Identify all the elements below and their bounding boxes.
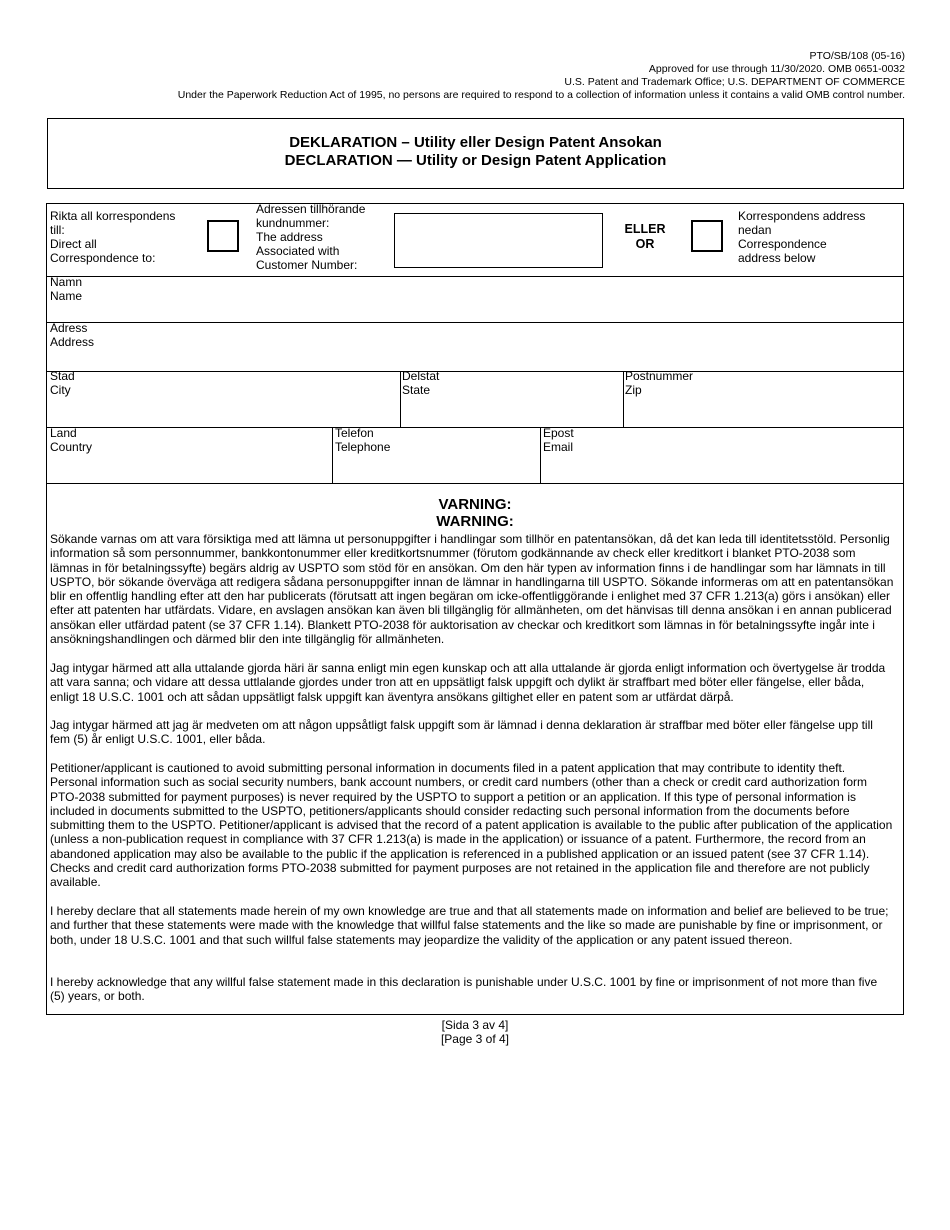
direct-sv-line1: Rikta all korrespondens <box>50 209 176 223</box>
title-swedish: DEKLARATION – Utility eller Design Patent Ansokan <box>289 134 662 151</box>
below-sv-line1: Korrespondens address <box>738 209 866 223</box>
divider <box>332 427 333 483</box>
name-label-sv: Namn <box>50 275 83 289</box>
state-label-en: State <box>402 383 431 397</box>
page-number-sv: [Sida 3 av 4] <box>441 1018 509 1032</box>
approval-text: Approved for use through 11/30/2020. OMB 0651-0032 <box>648 63 905 75</box>
page-number-en: [Page 3 of 4] <box>440 1032 510 1046</box>
below-en-line1: Correspondence <box>738 237 827 251</box>
title-english: DECLARATION — Utility or Design Patent Application <box>284 152 667 169</box>
warning-paragraph-sv-1: Sökande varnas om att vara försiktiga med att lämna ut personuppgifter i handlingar som tillhör en patentansökan, då det kan leda till identitetsstöld. Personlig information så som personnummer, bankkontonummer eller kreditkortsnummer (förutom godkännande av check eller kreditkort i blanket PTO-2038 som lämnas in för betalningssyfte) begärs aldrig av USPTO som stöd för en ansökan. Om den här typen av information finns i de handlingar som har lämnats in till USPTO, bör sökande överväga att redigera sådana personuppgifter innan de lämnar in handlingarna till USPTO. Sökande informeras om att en patentansökan blir en offentlig handling efter att den har publicerats (förutsatt att ingen begäran om icke-offentliggörande i enlighet med 37 CFR 1.213(a) görs i ansökan) eller efter att patenten har utfärdats. Vidare, en avslagen ansökan kan även bli tillgänglig för allmänheten, om det hänvisas till denna ansökan i en annan publicerad ansökan eller utfärdad patent (se 37 CFR 1.14). Blankett PTO-2038 för auktorisation av checkar och kreditkort som lämnas in för betalningssyfte ingår inte i ansökningshandlingen och därmed blir den inte tillgänglig för allmänheten. <box>50 532 894 647</box>
form-header <box>178 50 905 102</box>
name-label-en: Name <box>50 289 83 303</box>
address-field[interactable] <box>50 321 94 349</box>
email-label-en: Email <box>543 440 574 454</box>
city-label-en: City <box>50 383 71 397</box>
state-field[interactable] <box>402 369 439 397</box>
customer-en-line1: The address <box>256 230 323 244</box>
customer-sv-line1: Adressen tillhörande <box>256 202 366 216</box>
direct-sv-line2: till: <box>50 223 65 237</box>
or-label <box>615 222 675 252</box>
city-field[interactable] <box>50 369 75 397</box>
city-label-sv: Stad <box>50 369 75 383</box>
direct-en-line1: Direct all <box>50 237 97 251</box>
telephone-label-sv: Telefon <box>335 426 374 440</box>
email-field[interactable] <box>543 426 574 454</box>
customer-number-label <box>256 202 365 272</box>
divider <box>47 371 903 372</box>
page-footer <box>0 1018 950 1046</box>
paperwork-notice: Under the Paperwork Reduction Act of 1995, no persons are required to respond to a collection of information unless it contains a valid OMB control number. <box>177 89 905 101</box>
customer-en-line2: Associated with <box>256 244 340 258</box>
warning-title-en: WARNING: <box>436 513 514 530</box>
zip-label-en: Zip <box>625 383 642 397</box>
direct-correspondence-label <box>50 209 175 265</box>
name-field[interactable] <box>50 275 82 303</box>
warning-paragraph-en-2: I hereby declare that all statements made herein of my own knowledge are true and that all statements made on information and belief are believed to be true; and further that these statements were made with the knowledge that willful false statements and the like so made are punishable by fine or imprisonment, or both, under 18 U.S.C. 1001 and that such willful false statements may jeopardize the validity of the application or any patent issued thereon. <box>50 904 889 947</box>
warning-paragraph-sv-2: Jag intygar härmed att alla uttalande gjorda häri är sanna enligt min egen kunskap och att alla uttalande är gjorda enligt information och övertygelse är trodda att vara sanna; och vidare att dessa uttlalande gjordes under tron att en uppsätligt falsk uppgift och dylikt är straffbart med böter eller fängelse, eller båda, enligt 18 U.S.C. 1001 och att sådan uppsätligt falsk uppgift kan äventyra ansökans giltighet eller en patent som ar utfärdat därpå. <box>50 661 886 704</box>
telephone-field[interactable] <box>335 426 390 454</box>
warning-title-sv: VARNING: <box>438 496 512 513</box>
warning-paragraph-sv-3: Jag intygar härmed att jag är medveten om att någon uppsåtligt falsk uppgift som är lämnad i denna deklaration är straffbar med böter eller fängelse upp till fem (5) år enligt U.S.C. 1001, eller båda. <box>50 718 873 747</box>
address-label-en: Address <box>50 335 95 349</box>
customer-sv-line2: kundnummer: <box>256 216 330 230</box>
warning-paragraph-en-3: I hereby acknowledge that any willful false statement made in this declaration is punishable under U.S.C. 1001 by fine or imprisonment of not more than five (5) years, or both. <box>50 975 878 1004</box>
below-en-line2: address below <box>738 251 816 265</box>
divider <box>47 483 903 484</box>
customer-number-input[interactable] <box>394 213 603 268</box>
form-number: PTO/SB/108 (05-16) <box>809 50 905 62</box>
zip-label-sv: Postnummer <box>625 369 694 383</box>
country-label-sv: Land <box>50 426 77 440</box>
address-below-label <box>738 209 865 265</box>
country-label-en: Country <box>50 440 93 454</box>
telephone-label-en: Telephone <box>335 440 391 454</box>
divider <box>47 427 903 428</box>
divider <box>540 427 541 483</box>
divider <box>47 276 903 277</box>
divider <box>400 371 401 427</box>
email-label-sv: Epost <box>543 426 574 440</box>
office-text: U.S. Patent and Trademark Office; U.S. DEPARTMENT OF COMMERCE <box>564 76 905 88</box>
address-below-checkbox[interactable] <box>691 220 723 252</box>
or-en: OR <box>635 237 655 251</box>
customer-number-checkbox[interactable] <box>207 220 239 252</box>
declaration-form <box>46 203 904 1015</box>
state-label-sv: Delstat <box>402 369 440 383</box>
title-box <box>47 118 904 189</box>
zip-field[interactable] <box>625 369 693 397</box>
country-field[interactable] <box>50 426 92 454</box>
direct-en-line2: Correspondence to: <box>50 251 156 265</box>
or-sv: ELLER <box>624 222 666 236</box>
divider <box>47 322 903 323</box>
address-label-sv: Adress <box>50 321 88 335</box>
customer-en-line3: Customer Number: <box>256 258 358 272</box>
below-sv-line2: nedan <box>738 223 772 237</box>
divider <box>623 371 624 427</box>
warning-paragraph-en-1: Petitioner/applicant is cautioned to avoid submitting personal information in documents filed in a patent application that may contribute to identity theft. Personal information such as social security numbers, bank account numbers, or credit card numbers (other than a check or credit card authorization form PTO-2038 submitted for payment purposes) is never required by the USPTO to support a petition or an application. If this type of personal information is included in documents submitted to the USPTO, petitioners/applicants should consider redacting such personal information from the documents before submitting them to the USPTO. Petitioner/applicant is advised that the record of a patent application is available to the public after publication of the application (unless a non-publication request in compliance with 37 CFR 1.213(a) is made in the application) or issuance of a patent. Furthermore, the record from an abandoned application may also be available to the public if the application is referenced in a published application or an issued patent (see 37 CFR 1.14). Checks and credit card authorization forms PTO-2038 submitted for payment purposes are not retained in the application file and therefore are not publicly available. <box>50 761 893 890</box>
